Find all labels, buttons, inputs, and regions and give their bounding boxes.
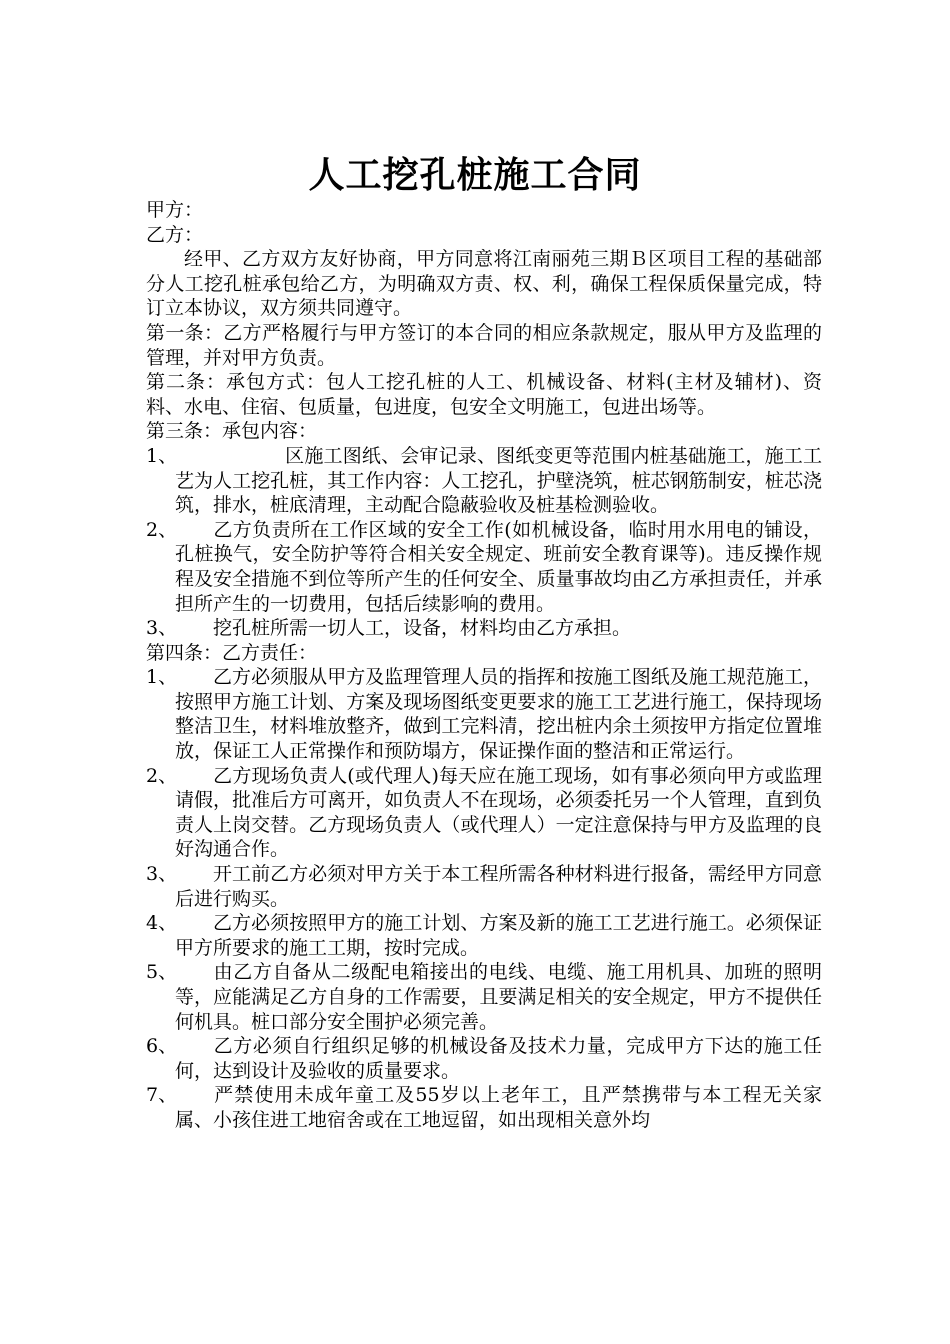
list-item — [146, 616, 822, 641]
item-number: 6、 — [146, 1035, 178, 1058]
article-3-heading: 第三条：承包内容： — [146, 420, 318, 443]
article-1: 第一条：乙方严格履行与甲方签订的本合同的相应条款规定，服从甲方及监理的管理，并对甲方负责。 — [146, 321, 822, 369]
item-text: 由乙方自备从二级配电箱接出的电线、电缆、施工用机具、加班的照明等，应能满足乙方自身的工作需要，且要满足相关的安全规定，甲方不提供任何机具。桩口部分安全围护必须完善。 — [175, 961, 822, 1033]
list-item — [146, 764, 822, 862]
list-item — [146, 911, 822, 960]
item-number: 1、 — [146, 666, 178, 689]
item-text: 严禁使用未成年童工及55岁以上老年工，且严禁携带与本工程无关家属、小孩住进工地宿舍或在工地逗留，如出现相关意外均 — [175, 1084, 822, 1131]
party-b-line: 乙方： — [146, 223, 204, 246]
list-item — [146, 444, 822, 518]
document-body — [146, 198, 822, 1133]
intro-paragraph: 经甲、乙方双方友好协商，甲方同意将江南丽苑三期Ｂ区项目工程的基础部分人工挖孔桩承包给乙方，为明确双方责、权、利，确保工程保质保量完成，特订立本协议，双方须共同遵守。 — [146, 248, 822, 320]
item-text: 乙方现场负责人(或代理人)每天应在施工现场，如有事必须向甲方或监理请假，批准后方可离开，如负责人不在现场，必须委托另一个人管理，直到负责人上岗交替。乙方现场负责人（或代理人）一定注意保持与甲方及监理的良好沟通合作。 — [175, 764, 822, 861]
item-number: 2、 — [146, 518, 178, 541]
article-2: 第二条：承包方式：包人工挖孔桩的人工、机械设备、材料(主材及辅材)、资料、水电、住宿、包质量，包进度，包安全文明施工，包进出场等。 — [146, 371, 822, 418]
item-text: 乙方必须自行组织足够的机械设备及技术力量，完成甲方下达的施工任何，达到设计及验收的质量要求。 — [175, 1035, 822, 1082]
item-text: 开工前乙方必须对甲方关于本工程所需各种材料进行报备，需经甲方同意后进行购买。 — [175, 863, 822, 910]
item-number: 3、 — [146, 863, 178, 886]
item-number: 3、 — [146, 617, 178, 640]
list-item — [146, 1034, 822, 1083]
item-text: 乙方必须服从甲方及监理管理人员的指挥和按施工图纸及施工规范施工，按照甲方施工计划、方案及现场图纸变更要求的施工工艺进行施工，保持现场整洁卫生，材料堆放整齐，做到工完料清，挖出桩内余土须按甲方指定位置堆放，保证工人正常操作和预防塌方，保证操作面的整洁和正常运行。 — [175, 666, 822, 763]
article-4-heading: 第四条：乙方责任： — [146, 641, 318, 664]
item-text: 区施工图纸、会审记录、图纸变更等范围内桩基础施工，施工工艺为人工挖孔桩，其工作内容：人工挖孔，护壁浇筑，桩芯钢筋制安，桩芯浇筑，排水，桩底清理，主动配合隐蔽验收及桩基检测验收。 — [175, 444, 822, 517]
item-number: 4、 — [146, 912, 178, 935]
item-text: 挖孔桩所需一切人工，设备，材料均由乙方承担。 — [213, 617, 632, 640]
item-number: 2、 — [146, 764, 178, 787]
item-text: 乙方必须按照甲方的施工计划、方案及新的施工工艺进行施工。必须保证甲方所要求的施工工期，按时完成。 — [175, 912, 822, 959]
list-item — [146, 862, 822, 911]
item-number: 5、 — [146, 961, 178, 984]
party-a-line: 甲方： — [146, 199, 204, 221]
list-item — [146, 1083, 822, 1132]
item-number: 1、 — [146, 444, 178, 467]
list-item — [146, 665, 822, 763]
document-title: 人工挖孔桩施工合同 — [308, 154, 642, 196]
list-item — [146, 518, 822, 616]
item-number: 7、 — [146, 1084, 178, 1107]
item-text: 乙方负责所在工作区域的安全工作(如机械设备，临时用水用电的铺设，孔桩换气，安全防护等符合相关安全规定、班前安全教育课等)。违反操作规程及安全措施不到位等所产生的任何安全、质量事故均由乙方承担责任，并承担所产生的一切费用，包括后续影响的费用。 — [175, 518, 822, 615]
list-item — [146, 960, 822, 1034]
